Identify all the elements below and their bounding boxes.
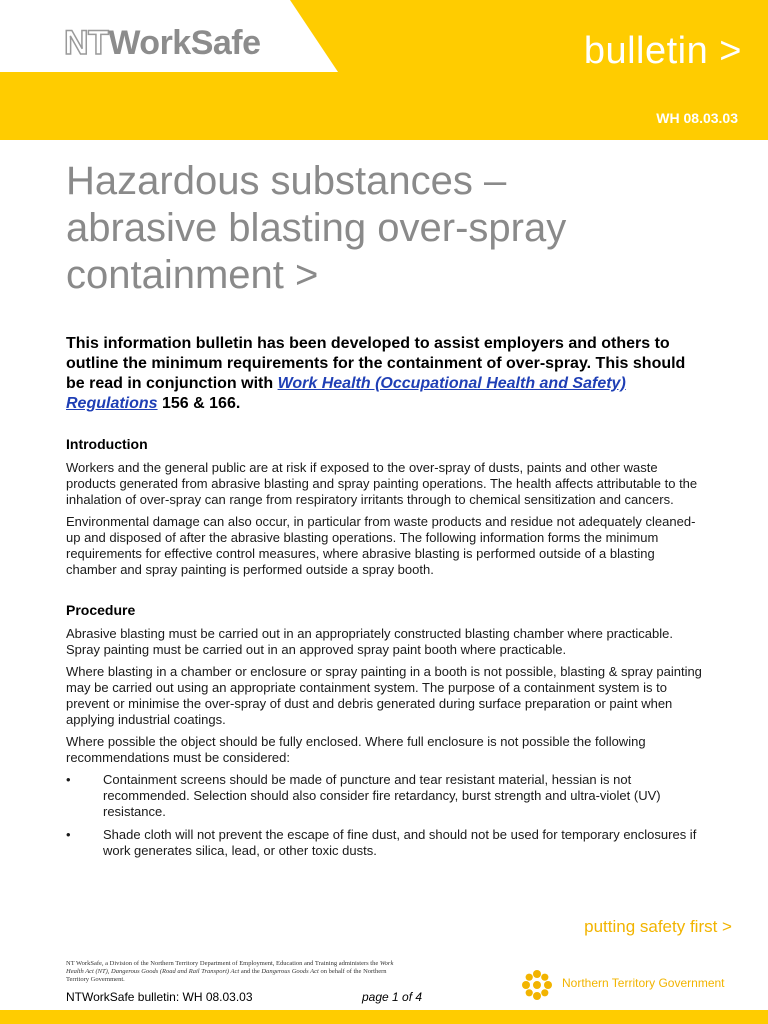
- bulletin-label: bulletin >: [583, 30, 742, 72]
- recommendations-list: [66, 772, 702, 859]
- lead-text: This information bulletin has been developed to assist employers and others to outline the minimum requirements for the containment of over-spray. This should be read in conjunction with: [66, 335, 686, 392]
- footer-doc-label: NTWorkSafe bulletin: WH 08.03.03: [66, 990, 253, 1004]
- footer-band: [0, 1010, 768, 1024]
- list-item-text: Containment screens should be made of puncture and tear resistant material, hessian is not recommended. Selection should also consider fire retardancy, burst strength and ultra-violet (UV) resistance.: [103, 772, 661, 819]
- logo-nt: NT: [64, 24, 109, 62]
- title-line-2: abrasive blasting over-spray: [66, 206, 567, 250]
- list-item: [66, 772, 702, 820]
- lead-paragraph: [66, 334, 702, 414]
- tagline: putting safety first >: [584, 917, 732, 936]
- bulletin-content: [66, 334, 702, 866]
- flower-emblem-icon: [520, 968, 554, 1002]
- list-item-text: Shade cloth will not prevent the escape of fine dust, and should not be used for temporary enclosures if work generates silica, lead, or other toxic dusts.: [103, 827, 697, 858]
- procedure-heading: Procedure: [66, 602, 136, 618]
- bullet-icon: •: [66, 772, 71, 787]
- bulletin-code: WH 08.03.03: [656, 110, 738, 126]
- procedure-paragraph: Where blasting in a chamber or enclosure or spray painting in a booth is not possible, blasting & spray painting may be carried out using an appropriate containment system. The purpose of a containment system is to prevent or minimise the over-spray of dust and debris generated during surface preparation or paint when applying industrial coatings.: [66, 664, 702, 727]
- bullet-icon: •: [66, 827, 71, 842]
- page-title: [66, 158, 726, 299]
- nt-government-logo: [520, 968, 750, 1002]
- logo-worksafe: WorkSafe: [108, 24, 261, 62]
- procedure-paragraph: Abrasive blasting must be carried out in an appropriately constructed blasting chamber where practicable. Spray painting must be carried out in an approved spray paint booth where practicable.: [66, 626, 673, 657]
- title-line-3: containment >: [66, 253, 319, 297]
- lead-text-tail: 156 & 166.: [157, 395, 241, 412]
- title-line-1: Hazardous substances –: [66, 159, 507, 203]
- introduction-paragraph: Workers and the general public are at risk if exposed to the over-spray of dusts, paints and other waste products generated from abrasive blasting and spray painting operations. The health affects attributable to the inhalation of over-spray can range from respiratory irritants through to chemical sensitization and cancers.: [66, 460, 698, 507]
- introduction-paragraph: Environmental damage can also occur, in particular from waste products and residue not adequately cleaned-up and disposed of after the abrasive blasting operations. The following information forms the minimum requirements for effective control measures, where abrasive blasting is performed outside of a blasting chamber and spray painting is performed outside a spray booth.: [66, 514, 696, 577]
- list-item: [66, 827, 702, 859]
- government-label: Northern Territory Government: [562, 976, 725, 990]
- ntworksafe-logo: [64, 24, 261, 63]
- regulations-link[interactable]: Work Health (Occupational Health and Safety) Regulations: [66, 375, 626, 412]
- procedure-paragraph: Where possible the object should be fully enclosed. Where full enclosure is not possible the following recommendations must be considered:: [66, 734, 646, 765]
- introduction-heading: Introduction: [66, 436, 148, 452]
- fine-print: NT WorkSafe, a Division of the Northern Territory Department of Employment, Education and Training administers the Work Health Act (NT), Dangerous Goods (Road and Rail Transport) Act and the Dangerous Goods Act on behalf of the Northern Territory Government.: [66, 960, 394, 983]
- page-number: page 1 of 4: [362, 990, 423, 1004]
